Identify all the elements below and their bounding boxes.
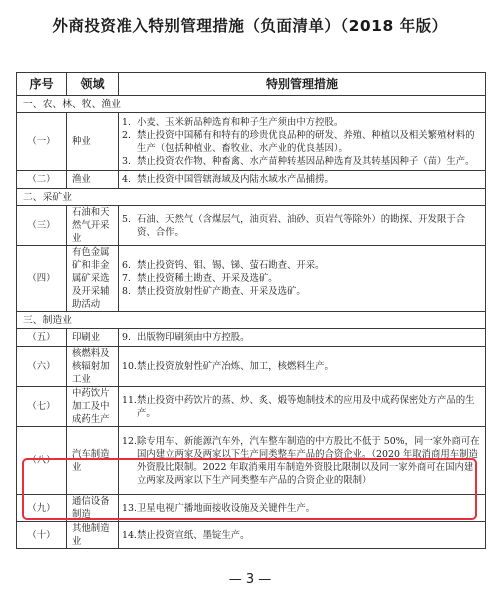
category-label: 二、采矿业	[17, 189, 486, 206]
row-field: 汽车制造业	[67, 427, 119, 495]
measure-text: 禁止投资放射性矿产勘查、开采及选矿。	[137, 286, 306, 297]
row-measures	[119, 206, 486, 246]
row-serial: （九）	[17, 495, 67, 522]
measure-item	[122, 285, 482, 298]
row-field: 中药饮片加工及中成药生产	[67, 387, 119, 427]
measure-text: 石油、天然气（含煤层气，油页岩、油砂、页岩气等除外）的勘探、开发限于合资、合作。	[137, 213, 466, 238]
measure-number: 13.	[122, 502, 137, 514]
measure-text: 卫星电视广播地面接收设施及关键件生产。	[137, 502, 316, 514]
row-serial: （二）	[17, 171, 67, 189]
header-field: 领域	[67, 73, 119, 96]
measure-number: 7.	[122, 273, 131, 284]
table-row	[17, 427, 486, 495]
negative-list-table	[16, 72, 486, 549]
document-title: 外商投资准入特别管理措施（负面清单）（2018 年版）	[52, 17, 448, 35]
row-measures	[119, 522, 486, 549]
row-field: 渔业	[67, 171, 119, 189]
row-measures	[119, 495, 486, 522]
measure-number: 6.	[122, 260, 131, 271]
measure-text: 禁止投资钨、钼、锡、锑、萤石勘查、开采。	[137, 260, 325, 271]
measure-text: 禁止投资中药饮片的蒸、炒、炙、煅等炮制技术的应用及中成药保密处方产品的生产。	[137, 394, 475, 419]
measure-item	[122, 116, 482, 129]
row-field: 印刷业	[67, 329, 119, 347]
table-row	[17, 113, 486, 171]
measure-item	[122, 435, 482, 487]
table-row	[17, 206, 486, 246]
measure-text: 禁止投资宣纸、墨锭生产。	[137, 529, 250, 541]
row-measures	[119, 387, 486, 427]
row-serial: （五）	[17, 329, 67, 347]
category-label: 三、制造业	[17, 312, 486, 329]
measure-item	[122, 502, 482, 515]
measure-number: 12.	[122, 435, 137, 447]
row-measures	[119, 329, 486, 347]
row-field: 通信设备制造	[67, 495, 119, 522]
row-serial: （一）	[17, 113, 67, 171]
table-row	[17, 387, 486, 427]
measure-number: 2.	[122, 129, 131, 141]
measure-number: 3.	[122, 155, 131, 167]
measure-number: 9.	[122, 332, 131, 343]
header-serial: 序号	[17, 73, 67, 96]
measure-number: 11.	[122, 394, 137, 406]
row-serial: （六）	[17, 347, 67, 387]
measure-item	[122, 155, 482, 168]
measure-item	[122, 529, 482, 542]
row-measures	[119, 113, 486, 171]
measure-number: 1.	[122, 116, 131, 128]
category-row-manufacturing	[17, 312, 486, 329]
table-row	[17, 329, 486, 347]
table-row	[17, 522, 486, 549]
category-label: 一、农、林、牧、渔业	[17, 96, 486, 113]
category-row-agriculture	[17, 96, 486, 113]
category-row-mining	[17, 189, 486, 206]
measure-number: 8.	[122, 286, 131, 297]
table-row	[17, 495, 486, 522]
row-measures	[119, 427, 486, 495]
row-serial: （七）	[17, 387, 67, 427]
measure-text: 禁止投资中国管辖海域及内陆水域水产品捕捞。	[137, 174, 334, 185]
row-serial: （三）	[17, 206, 67, 246]
measure-text: 禁止投资中国稀有和特有的珍贵优良品种的研发、养殖、种植以及相关繁殖材料的生产（包括种植业、畜牧业、水产业的优良基因）。	[137, 129, 475, 154]
measure-item	[122, 394, 482, 420]
measure-number: 14.	[122, 529, 137, 541]
measure-text: 除专用车、新能源汽车外，汽车整车制造的中方股比不低于 50%，同一家外商可在国内建立两家及两家以下生产同类整车产品的合资企业。（2020 年取消商用车制造外资股比限制。2022 年取消乘用车制造外资股比限制以及同一家外商可在国内建立两家及两家以下生产同类整车产品的合资企业的限制）	[137, 435, 480, 486]
table-row	[17, 347, 486, 387]
row-field: 石油和天然气开采业	[67, 206, 119, 246]
measure-number: 5.	[122, 213, 131, 225]
measure-item	[122, 360, 482, 373]
row-serial: （八）	[17, 427, 67, 495]
table-row	[17, 171, 486, 189]
page-number: — 3 —	[228, 572, 272, 587]
measure-text: 禁止投资稀土勘查、开采及选矿。	[137, 273, 278, 284]
measure-text: 小麦、玉米新品种选育和种子生产须由中方控股。	[137, 116, 344, 128]
row-field: 其他制造业	[67, 522, 119, 549]
row-field: 有色金属矿和非金属矿采选及开采辅助活动	[67, 246, 119, 312]
row-measures	[119, 171, 486, 189]
measure-item	[122, 129, 482, 155]
row-measures	[119, 347, 486, 387]
table-row	[17, 246, 486, 312]
header-measures: 特别管理措施	[119, 73, 486, 96]
measure-text: 出版物印刷须由中方控股。	[137, 332, 250, 343]
row-measures	[119, 246, 486, 312]
measure-text: 禁止投资农作物、种畜禽、水产苗种转基因品种选育及其转基因种子（苗）生产。	[137, 155, 475, 167]
measure-item	[122, 173, 482, 186]
row-field: 核燃料及核辐射加工业	[67, 347, 119, 387]
measure-text: 禁止投资放射性矿产冶炼、加工，核燃料生产。	[137, 361, 334, 372]
measure-number: 4.	[122, 174, 131, 185]
measure-item	[122, 213, 482, 239]
measure-item	[122, 272, 482, 285]
row-field: 种业	[67, 113, 119, 171]
row-serial: （十）	[17, 522, 67, 549]
row-serial: （四）	[17, 246, 67, 312]
table-header-row	[17, 73, 486, 96]
measure-item	[122, 259, 482, 272]
measure-item	[122, 331, 482, 344]
measure-number: 10.	[122, 361, 137, 372]
